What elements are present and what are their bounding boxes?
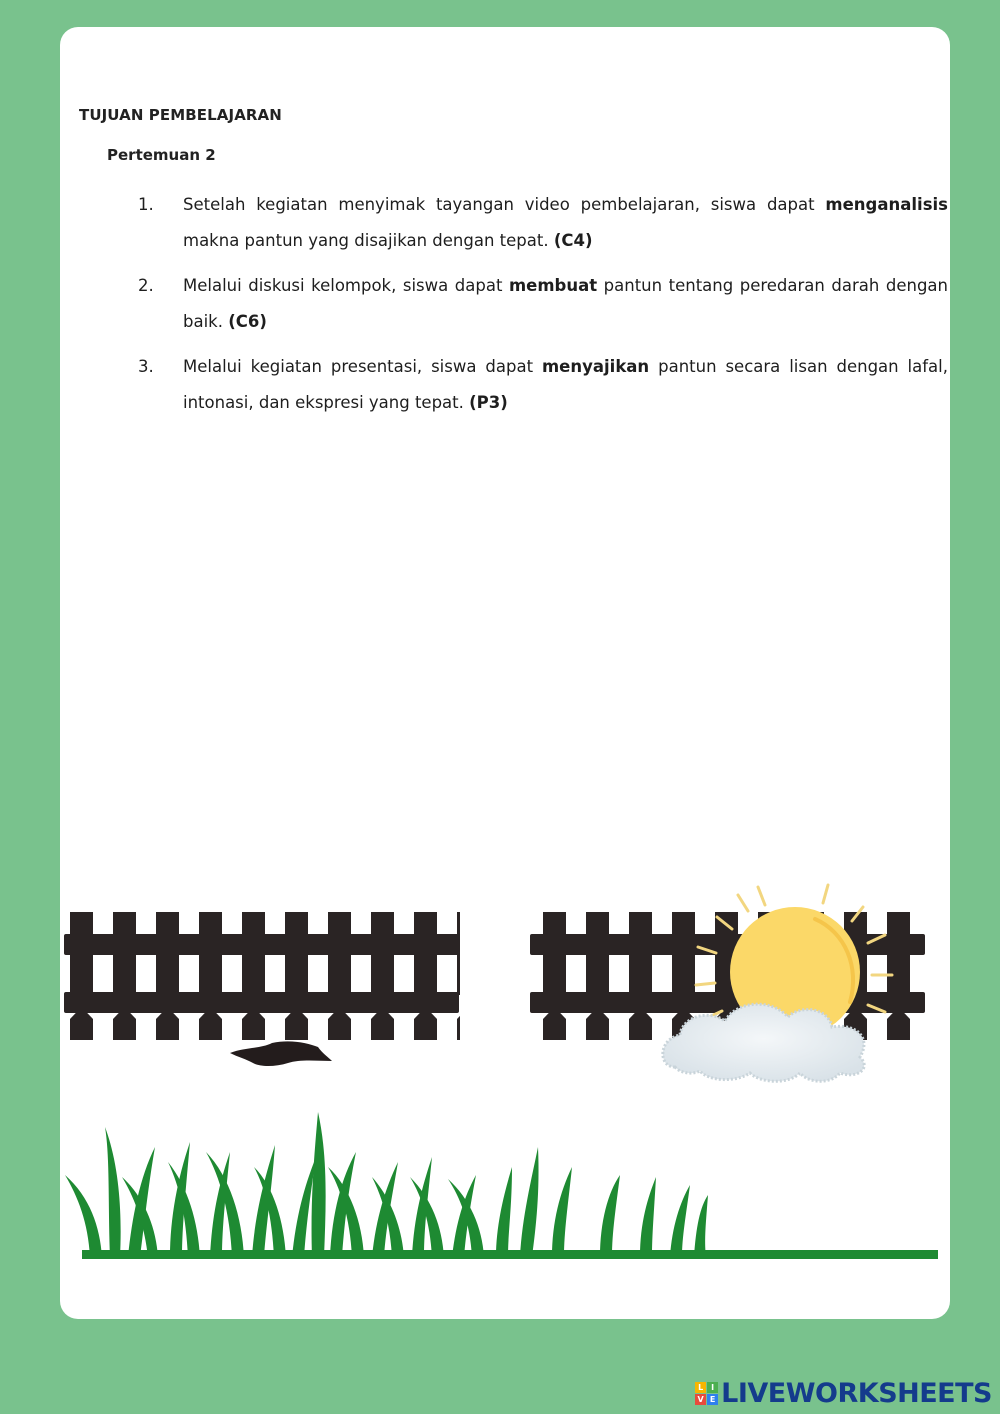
meeting-subtitle: Pertemuan 2 bbox=[107, 146, 216, 164]
brand-name: LIVEWORKSHEETS bbox=[721, 1377, 992, 1409]
objective-number: 3. bbox=[138, 357, 154, 376]
brand-logo-icon: L I V E bbox=[695, 1382, 718, 1405]
grass-icon bbox=[65, 1112, 938, 1259]
objective-text: Melalui kegiatan presentasi, siswa dapat menyajikan pantun secara lisan dengan lafal, intonasi, dan ekspresi yang tepat. (P3) bbox=[183, 357, 948, 412]
shadow-icon bbox=[230, 1041, 332, 1066]
objective-keyword: menganalisis bbox=[825, 195, 948, 214]
page-title: TUJUAN PEMBELAJARAN bbox=[79, 106, 282, 124]
garden-illustration bbox=[60, 27, 950, 1319]
objective-text: Melalui diskusi kelompok, siswa dapat membuat pantun tentang peredaran darah dengan baik. (C6) bbox=[183, 276, 948, 331]
objective-level-code: (C4) bbox=[553, 231, 593, 250]
objective-text: Setelah kegiatan menyimak tayangan video pembelajaran, siswa dapat menganalisis makna pantun yang disajikan dengan tepat. (C4) bbox=[183, 195, 948, 250]
liveworksheets-brand bbox=[695, 1377, 992, 1409]
objective-level-code: (C6) bbox=[228, 312, 267, 331]
objective-level-code: (P3) bbox=[469, 393, 508, 412]
objective-keyword: membuat bbox=[508, 276, 598, 295]
worksheet-page bbox=[60, 27, 950, 1319]
objective-number: 1. bbox=[138, 195, 154, 214]
objective-number: 2. bbox=[138, 276, 154, 295]
objective-keyword: menyajikan bbox=[541, 357, 650, 376]
fence-left-icon bbox=[64, 912, 460, 1040]
